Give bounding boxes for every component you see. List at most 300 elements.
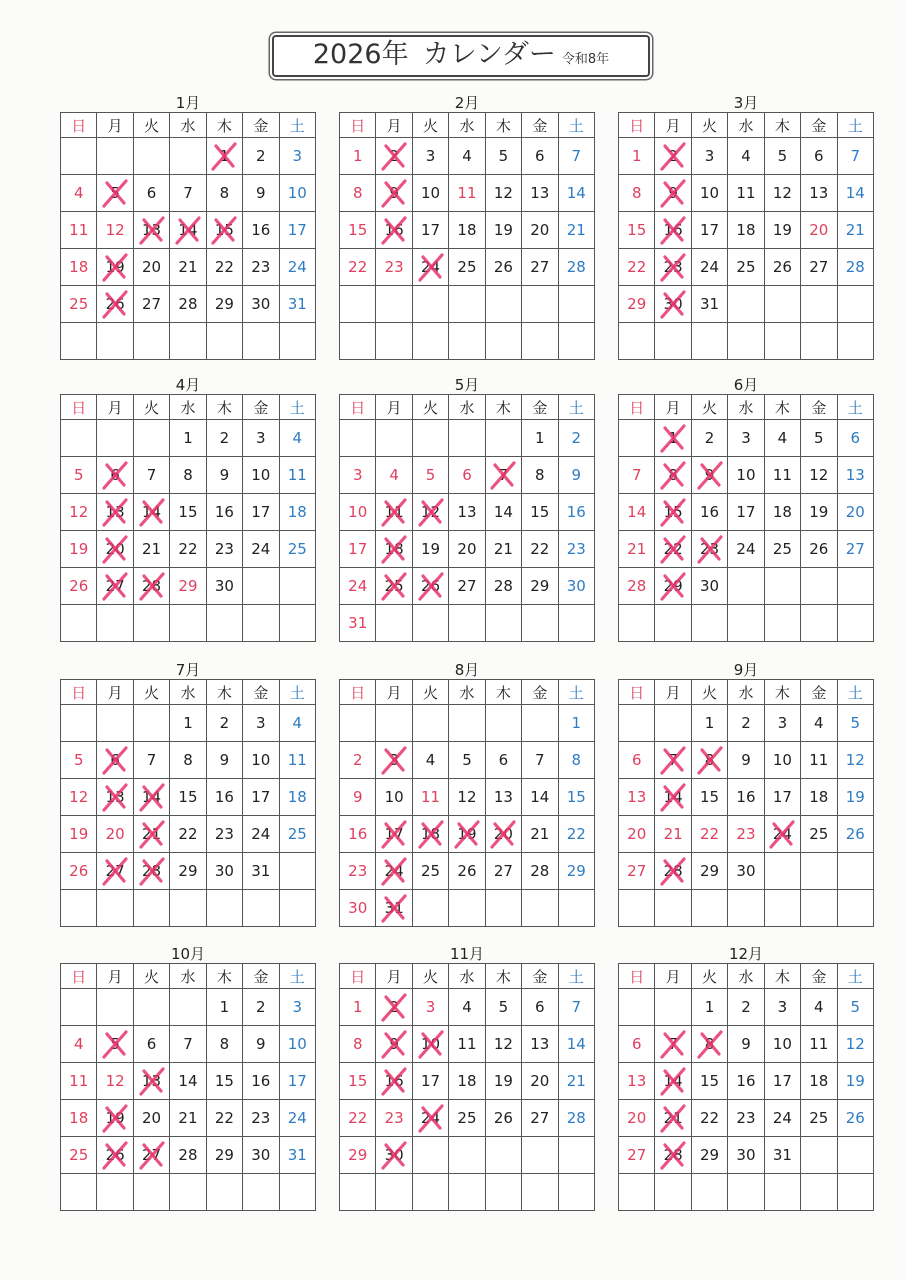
day-number: 28 bbox=[178, 295, 198, 313]
empty-cell bbox=[764, 1174, 800, 1211]
day-number: 17 bbox=[287, 1072, 307, 1090]
weekday-header: 金 bbox=[243, 395, 279, 420]
empty-cell bbox=[97, 890, 133, 927]
day-cell bbox=[170, 779, 206, 816]
weekday-header: 木 bbox=[485, 964, 521, 989]
day-number: 9 bbox=[256, 1035, 266, 1053]
weekday-header: 月 bbox=[97, 113, 133, 138]
day-cell bbox=[691, 1063, 727, 1100]
day-number: 11 bbox=[809, 1035, 829, 1053]
day-number: 29 bbox=[348, 1146, 368, 1164]
day-cell bbox=[170, 1100, 206, 1137]
day-number: 20 bbox=[142, 258, 162, 276]
day-cell bbox=[412, 989, 448, 1026]
day-number: 15 bbox=[627, 221, 647, 239]
day-cell bbox=[449, 175, 485, 212]
day-number: 10 bbox=[700, 184, 720, 202]
day-cell bbox=[728, 1063, 764, 1100]
day-cell bbox=[279, 1137, 315, 1174]
day-cell bbox=[801, 420, 837, 457]
day-number: 22 bbox=[530, 540, 550, 558]
month-table bbox=[60, 112, 316, 360]
day-cell bbox=[619, 1063, 655, 1100]
day-number: 18 bbox=[69, 1109, 89, 1127]
day-number: 20 bbox=[845, 503, 865, 521]
day-cell bbox=[133, 249, 169, 286]
day-number: 18 bbox=[457, 1072, 477, 1090]
day-number: 5 bbox=[73, 466, 84, 484]
day-number: 16 bbox=[736, 788, 756, 806]
weekday-header: 日 bbox=[340, 395, 376, 420]
weekday-header: 火 bbox=[412, 680, 448, 705]
day-number: 30 bbox=[251, 1146, 271, 1164]
empty-cell bbox=[837, 1174, 873, 1211]
day-cell bbox=[764, 989, 800, 1026]
day-number: 7 bbox=[183, 1035, 193, 1053]
day-number: 9 bbox=[741, 751, 751, 769]
day-number: 29 bbox=[530, 577, 550, 595]
day-number: 1 bbox=[631, 147, 642, 165]
day-number: 21 bbox=[142, 540, 162, 558]
day-number: 9 bbox=[704, 466, 715, 484]
day-cell bbox=[279, 531, 315, 568]
empty-cell bbox=[133, 890, 169, 927]
day-number: 23 bbox=[566, 540, 586, 558]
week-row bbox=[619, 1137, 874, 1174]
day-cell bbox=[764, 1063, 800, 1100]
day-number: 28 bbox=[566, 1109, 586, 1127]
weekday-header: 土 bbox=[279, 964, 315, 989]
day-number: 22 bbox=[214, 258, 234, 276]
day-number: 27 bbox=[627, 1146, 647, 1164]
weekday-header: 月 bbox=[376, 395, 412, 420]
weekday-header: 日 bbox=[619, 964, 655, 989]
day-number: 29 bbox=[566, 862, 586, 880]
empty-cell bbox=[340, 420, 376, 457]
day-number: 18 bbox=[809, 788, 829, 806]
day-number: 12 bbox=[421, 503, 441, 521]
day-cell bbox=[412, 742, 448, 779]
empty-cell bbox=[522, 286, 558, 323]
day-number: 12 bbox=[845, 751, 865, 769]
day-cell bbox=[206, 779, 242, 816]
day-number: 13 bbox=[142, 1072, 162, 1090]
day-number: 30 bbox=[736, 1146, 756, 1164]
day-number: 9 bbox=[571, 466, 582, 484]
day-number: 25 bbox=[384, 577, 404, 595]
month-table bbox=[60, 963, 316, 1211]
weekday-header: 金 bbox=[243, 113, 279, 138]
day-cell bbox=[279, 286, 315, 323]
day-cell bbox=[243, 138, 279, 175]
day-cell bbox=[837, 212, 873, 249]
week-row bbox=[61, 605, 316, 642]
day-cell bbox=[837, 989, 873, 1026]
week-row bbox=[340, 1026, 595, 1063]
day-cell bbox=[170, 1063, 206, 1100]
day-number: 21 bbox=[627, 540, 647, 558]
day-number: 8 bbox=[183, 751, 193, 769]
day-cell bbox=[764, 779, 800, 816]
day-cell bbox=[728, 420, 764, 457]
day-cell bbox=[655, 1063, 691, 1100]
month-3 bbox=[618, 94, 874, 360]
weekday-header: 火 bbox=[133, 113, 169, 138]
day-cell bbox=[243, 1137, 279, 1174]
day-number: 4 bbox=[462, 147, 472, 165]
day-cell bbox=[206, 1137, 242, 1174]
day-cell bbox=[728, 989, 764, 1026]
day-number: 24 bbox=[287, 258, 307, 276]
day-cell bbox=[97, 742, 133, 779]
day-cell bbox=[837, 779, 873, 816]
month-label: 5月 bbox=[454, 376, 480, 394]
day-cell bbox=[61, 212, 97, 249]
day-number: 29 bbox=[214, 1146, 234, 1164]
week-row bbox=[340, 249, 595, 286]
empty-cell bbox=[412, 323, 448, 360]
day-cell bbox=[97, 1100, 133, 1137]
day-number: 10 bbox=[772, 1035, 792, 1053]
day-number: 14 bbox=[142, 788, 162, 806]
week-row bbox=[340, 323, 595, 360]
day-number: 8 bbox=[571, 751, 582, 769]
weekday-header: 水 bbox=[449, 680, 485, 705]
day-cell bbox=[170, 742, 206, 779]
day-number: 1 bbox=[571, 714, 582, 732]
empty-cell bbox=[728, 1174, 764, 1211]
week-row bbox=[619, 1026, 874, 1063]
day-number: 26 bbox=[845, 825, 865, 843]
day-number: 24 bbox=[348, 577, 368, 595]
day-number: 18 bbox=[384, 540, 404, 558]
day-cell bbox=[61, 494, 97, 531]
day-cell bbox=[558, 1100, 594, 1137]
week-row bbox=[619, 890, 874, 927]
day-number: 3 bbox=[292, 998, 303, 1016]
day-number: 26 bbox=[493, 258, 513, 276]
day-cell bbox=[206, 816, 242, 853]
day-cell bbox=[133, 1063, 169, 1100]
empty-cell bbox=[655, 323, 691, 360]
weekday-header: 火 bbox=[412, 395, 448, 420]
day-cell bbox=[376, 494, 412, 531]
day-cell bbox=[728, 457, 764, 494]
day-number: 26 bbox=[421, 577, 441, 595]
day-cell bbox=[728, 853, 764, 890]
month-table bbox=[339, 679, 595, 927]
day-number: 17 bbox=[736, 503, 756, 521]
weekday-header: 金 bbox=[522, 395, 558, 420]
week-row bbox=[61, 705, 316, 742]
day-cell bbox=[837, 420, 873, 457]
day-number: 20 bbox=[530, 1072, 550, 1090]
weekday-header: 金 bbox=[243, 680, 279, 705]
day-cell bbox=[279, 816, 315, 853]
day-number: 19 bbox=[105, 258, 125, 276]
empty-cell bbox=[801, 890, 837, 927]
day-number: 31 bbox=[384, 899, 404, 917]
day-cell bbox=[691, 742, 727, 779]
weekday-header: 水 bbox=[170, 680, 206, 705]
day-number: 1 bbox=[704, 714, 715, 732]
empty-cell bbox=[133, 420, 169, 457]
empty-cell bbox=[837, 890, 873, 927]
day-cell bbox=[412, 779, 448, 816]
day-number: 7 bbox=[146, 466, 157, 484]
day-cell bbox=[279, 989, 315, 1026]
week-row bbox=[340, 1137, 595, 1174]
day-number: 28 bbox=[663, 862, 683, 880]
weekday-header: 土 bbox=[279, 113, 315, 138]
day-number: 19 bbox=[69, 540, 89, 558]
day-cell bbox=[764, 1026, 800, 1063]
empty-cell bbox=[61, 138, 97, 175]
weekday-header: 火 bbox=[691, 964, 727, 989]
week-row bbox=[61, 1137, 316, 1174]
day-number: 21 bbox=[530, 825, 550, 843]
day-cell bbox=[243, 742, 279, 779]
day-number: 18 bbox=[736, 221, 756, 239]
day-cell bbox=[655, 1026, 691, 1063]
day-cell bbox=[837, 1063, 873, 1100]
day-number: 11 bbox=[384, 503, 404, 521]
day-cell bbox=[619, 853, 655, 890]
empty-cell bbox=[801, 1137, 837, 1174]
empty-cell bbox=[243, 605, 279, 642]
day-number: 7 bbox=[571, 998, 582, 1016]
day-cell bbox=[691, 249, 727, 286]
week-row bbox=[61, 890, 316, 927]
day-cell bbox=[449, 853, 485, 890]
week-row bbox=[619, 138, 874, 175]
empty-cell bbox=[764, 605, 800, 642]
day-cell bbox=[170, 457, 206, 494]
weekday-header: 木 bbox=[485, 680, 521, 705]
day-number: 12 bbox=[457, 788, 477, 806]
day-cell bbox=[243, 286, 279, 323]
week-row bbox=[61, 1026, 316, 1063]
weekday-header: 土 bbox=[279, 680, 315, 705]
week-row bbox=[61, 323, 316, 360]
day-number: 19 bbox=[69, 825, 89, 843]
day-cell bbox=[412, 531, 448, 568]
day-number: 10 bbox=[348, 503, 368, 521]
day-cell bbox=[485, 1026, 521, 1063]
empty-cell bbox=[449, 605, 485, 642]
day-number: 13 bbox=[105, 503, 125, 521]
weekday-header: 水 bbox=[170, 395, 206, 420]
day-cell bbox=[412, 1026, 448, 1063]
week-row bbox=[61, 989, 316, 1026]
day-number: 12 bbox=[772, 184, 792, 202]
day-number: 14 bbox=[530, 788, 550, 806]
day-number: 26 bbox=[457, 862, 477, 880]
week-row bbox=[340, 1174, 595, 1211]
day-number: 23 bbox=[348, 862, 368, 880]
day-cell bbox=[558, 457, 594, 494]
day-cell bbox=[522, 989, 558, 1026]
day-number: 11 bbox=[772, 466, 792, 484]
day-cell bbox=[449, 989, 485, 1026]
week-row bbox=[619, 989, 874, 1026]
day-number: 12 bbox=[105, 1072, 125, 1090]
weekday-header: 木 bbox=[206, 680, 242, 705]
day-cell bbox=[133, 779, 169, 816]
day-number: 13 bbox=[530, 1035, 550, 1053]
day-number: 16 bbox=[736, 1072, 756, 1090]
empty-cell bbox=[61, 323, 97, 360]
day-number: 1 bbox=[219, 998, 230, 1016]
day-number: 31 bbox=[287, 1146, 307, 1164]
month-1 bbox=[60, 94, 316, 360]
empty-cell bbox=[691, 890, 727, 927]
day-cell bbox=[837, 494, 873, 531]
empty-cell bbox=[170, 605, 206, 642]
day-number: 26 bbox=[809, 540, 829, 558]
month-table bbox=[339, 394, 595, 642]
day-number: 27 bbox=[493, 862, 513, 880]
day-cell bbox=[449, 494, 485, 531]
empty-cell bbox=[376, 323, 412, 360]
weekday-header: 木 bbox=[206, 113, 242, 138]
day-cell bbox=[243, 989, 279, 1026]
day-cell bbox=[522, 1063, 558, 1100]
day-cell bbox=[619, 212, 655, 249]
day-number: 29 bbox=[627, 295, 647, 313]
day-cell bbox=[558, 531, 594, 568]
day-cell bbox=[522, 212, 558, 249]
day-number: 9 bbox=[219, 751, 230, 769]
empty-cell bbox=[97, 420, 133, 457]
empty-cell bbox=[522, 705, 558, 742]
day-number: 18 bbox=[809, 1072, 829, 1090]
day-number: 5 bbox=[462, 751, 472, 769]
day-number: 7 bbox=[668, 1035, 678, 1053]
day-cell bbox=[279, 420, 315, 457]
day-number: 27 bbox=[809, 258, 829, 276]
day-cell bbox=[243, 816, 279, 853]
day-cell bbox=[340, 138, 376, 175]
day-number: 9 bbox=[352, 788, 363, 806]
day-number: 22 bbox=[566, 825, 586, 843]
empty-cell bbox=[801, 853, 837, 890]
day-cell bbox=[412, 457, 448, 494]
day-number: 21 bbox=[663, 825, 683, 843]
week-row bbox=[61, 779, 316, 816]
day-cell bbox=[376, 1137, 412, 1174]
day-cell bbox=[243, 1100, 279, 1137]
day-cell bbox=[206, 494, 242, 531]
day-cell bbox=[485, 494, 521, 531]
day-cell bbox=[279, 457, 315, 494]
month-8 bbox=[339, 661, 595, 927]
empty-cell bbox=[170, 1174, 206, 1211]
day-cell bbox=[485, 1063, 521, 1100]
day-number: 3 bbox=[352, 466, 363, 484]
empty-cell bbox=[485, 605, 521, 642]
week-row bbox=[61, 457, 316, 494]
day-cell bbox=[691, 816, 727, 853]
day-cell bbox=[655, 742, 691, 779]
day-number: 24 bbox=[736, 540, 756, 558]
day-cell bbox=[412, 853, 448, 890]
day-number: 25 bbox=[421, 862, 441, 880]
day-cell bbox=[376, 1100, 412, 1137]
day-cell bbox=[97, 457, 133, 494]
day-cell bbox=[206, 1026, 242, 1063]
day-number: 4 bbox=[462, 998, 472, 1016]
weekday-header: 月 bbox=[97, 395, 133, 420]
day-number: 14 bbox=[663, 1072, 683, 1090]
weekday-header: 土 bbox=[558, 113, 594, 138]
week-row bbox=[61, 568, 316, 605]
day-number: 27 bbox=[105, 862, 125, 880]
day-number: 23 bbox=[700, 540, 720, 558]
empty-cell bbox=[97, 705, 133, 742]
day-number: 18 bbox=[287, 788, 307, 806]
day-cell bbox=[728, 175, 764, 212]
weekday-header: 木 bbox=[764, 113, 800, 138]
day-cell bbox=[522, 853, 558, 890]
day-cell bbox=[837, 457, 873, 494]
weekday-header: 月 bbox=[655, 964, 691, 989]
day-number: 1 bbox=[352, 147, 363, 165]
empty-cell bbox=[279, 323, 315, 360]
day-number: 3 bbox=[425, 998, 436, 1016]
day-number: 7 bbox=[631, 466, 642, 484]
day-number: 15 bbox=[663, 503, 683, 521]
weekday-header: 土 bbox=[837, 680, 873, 705]
day-number: 15 bbox=[700, 1072, 720, 1090]
empty-cell bbox=[449, 323, 485, 360]
weekday-header: 月 bbox=[376, 964, 412, 989]
empty-cell bbox=[655, 989, 691, 1026]
day-cell bbox=[485, 531, 521, 568]
day-cell bbox=[412, 1063, 448, 1100]
day-cell bbox=[376, 531, 412, 568]
day-number: 7 bbox=[571, 147, 582, 165]
day-cell bbox=[170, 531, 206, 568]
day-number: 23 bbox=[663, 258, 683, 276]
day-number: 5 bbox=[850, 714, 861, 732]
day-number: 14 bbox=[627, 503, 647, 521]
day-cell bbox=[340, 890, 376, 927]
day-number: 2 bbox=[389, 998, 399, 1016]
day-number: 11 bbox=[287, 466, 307, 484]
day-number: 30 bbox=[214, 862, 234, 880]
day-cell bbox=[691, 286, 727, 323]
day-cell bbox=[801, 457, 837, 494]
day-number: 28 bbox=[530, 862, 550, 880]
day-number: 22 bbox=[214, 1109, 234, 1127]
day-number: 17 bbox=[384, 825, 404, 843]
day-number: 27 bbox=[142, 1146, 162, 1164]
weekday-header: 木 bbox=[485, 395, 521, 420]
empty-cell bbox=[376, 705, 412, 742]
month-7 bbox=[60, 661, 316, 927]
day-cell bbox=[243, 1026, 279, 1063]
day-cell bbox=[412, 816, 448, 853]
day-number: 4 bbox=[73, 184, 84, 202]
day-cell bbox=[340, 249, 376, 286]
day-number: 13 bbox=[457, 503, 477, 521]
weekday-header: 土 bbox=[279, 395, 315, 420]
week-row bbox=[340, 1100, 595, 1137]
day-cell bbox=[243, 249, 279, 286]
weekday-header: 水 bbox=[170, 964, 206, 989]
day-cell bbox=[133, 531, 169, 568]
